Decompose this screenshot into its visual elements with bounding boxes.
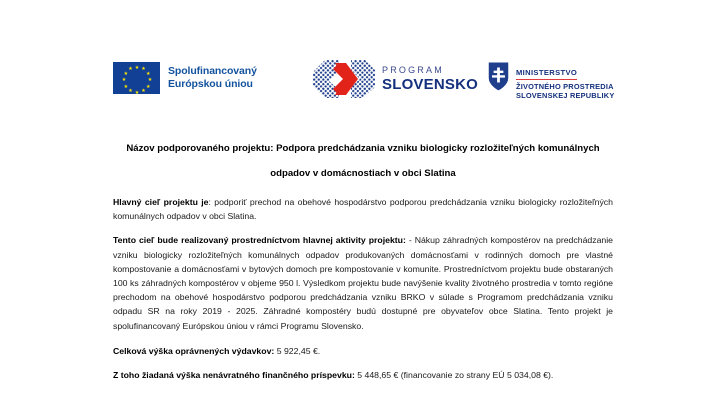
program-slovensko-wordmark — [382, 66, 478, 92]
ministry-line2: ŽIVOTNÉHO PROSTREDIA — [516, 82, 614, 91]
project-goal-label: Hlavný cieľ projektu je — [113, 197, 209, 207]
total-eligible-expenses-value: 5 922,45 €. — [274, 345, 321, 356]
eu-emblem-text — [168, 65, 257, 91]
requested-grant-amount — [113, 368, 613, 382]
project-goal-paragraph — [113, 195, 613, 223]
ministry-wordmark — [516, 61, 614, 100]
slovak-coat-of-arms-icon — [487, 61, 510, 92]
eu-emblem-line1: Spolufinancovaný — [168, 65, 257, 77]
project-title-value: Podpora predchádzania vzniku biologicky rozložiteľných komunálnych odpadov v domácnostiach v obci Slatina — [270, 143, 600, 179]
ministry-line1: MINISTERSTVO — [516, 68, 577, 80]
program-slovensko-mark-icon — [313, 60, 375, 98]
document-body — [113, 136, 613, 392]
total-eligible-expenses — [113, 344, 613, 358]
program-slovensko-line1: PROGRAM — [382, 65, 444, 75]
requested-grant-label: Z toho žiadaná výška nenávratného finančného príspevku: — [113, 370, 355, 381]
project-activity-label: Tento cieľ bude realizovaný prostredníctvom hlavnej aktivity projektu: — [113, 235, 406, 246]
eu-flag-icon — [113, 62, 160, 94]
logo-band — [0, 58, 720, 110]
eu-emblem — [113, 62, 257, 94]
eu-emblem-line2: Európskou úniou — [168, 78, 253, 90]
total-eligible-expenses-label: Celková výška oprávnených výdavkov: — [113, 345, 275, 356]
program-slovensko-line2: SLOVENSKO — [382, 76, 478, 93]
project-title-label: Názov podporovaného projektu: — [126, 143, 274, 154]
ministry-line3: SLOVENSKEJ REPUBLIKY — [516, 91, 615, 100]
project-goal-text: : podporiť prechod na obehové hospodárstvo podporou predchádzania vzniku biologicky rozložiteľných komunálnych odpadov v obci Slatina. — [113, 197, 613, 222]
program-slovensko-logo — [313, 60, 478, 98]
ministry-of-environment-logo — [487, 61, 614, 100]
project-activity-paragraph — [113, 233, 613, 332]
requested-grant-value: 5 448,65 € (financovanie zo strany EÚ 5 034,08 €). — [354, 370, 554, 381]
project-activity-text: - Nákup záhradných kompostérov na predchádzanie vzniku biologicky rozložiteľných komunálnych odpadov produkovaných domácnosťami v rodinných domoch pre vlastné kompostovanie a domácnosťami v bytových domoch pre kompostovanie v komunite. Prostredníctvom projektu bude obstaraných 100 ks záhradných kompostérov v objeme 950 l. Výsledkom projektu bude navýšenie kvality životného prostredia v tomto regióne prechodom na obehové hospodárstvo podporou predchádzania vzniku BRKO v súlade s Programom predchádzania vzniku odpadu SR na roky 2019 - 2025. Záhradné kompostéry budú dostupné pre obyvateľov obce Slatina. Tento projekt je spolufinancovaný Európskou úniou v rámci Programu Slovensko. — [113, 235, 613, 331]
project-title — [113, 136, 613, 186]
